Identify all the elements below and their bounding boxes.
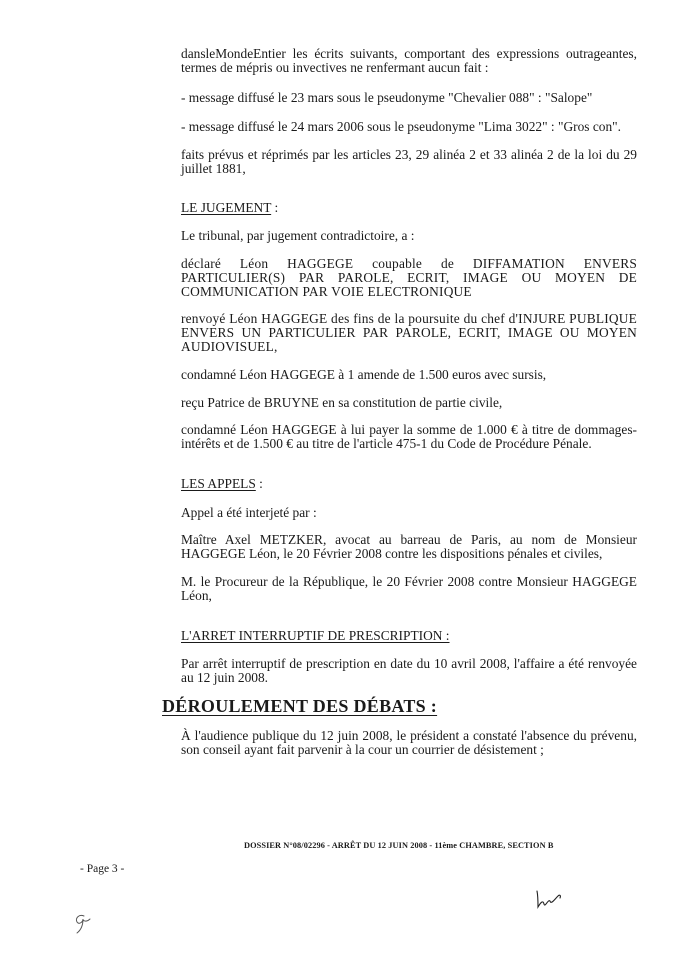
heading-les-appels-colon: : [255,476,263,491]
heading-le-jugement-colon: : [271,200,279,215]
section-title-deroulement: DÉROULEMENT DES DÉBATS : [162,696,438,716]
paragraph-condamne-payer: condamné Léon HAGGEGE à lui payer la somme de 1.000 € à titre de dommages-intérêts et de 1.500 € au titre de l'article 475-1 du Code de Procédure Pénale. [181,422,637,451]
paragraph-message-24-mars: - message diffusé le 24 mars 2006 sous le pseudonyme "Lima 3022" : "Gros con". [181,119,622,134]
heading-le-jugement [181,201,637,215]
paragraph-ecrits: dansleMondeEntier les écrits suivants, comportant des expressions outrageantes, termes de mépris ou invectives ne renfermant aucun fait : [181,46,637,75]
paragraph-condamne-amende: condamné Léon HAGGEGE à 1 amende de 1.500 euros avec sursis, [181,367,547,382]
heading-arret-interruptif: L'ARRET INTERRUPTIF DE PRESCRIPTION : [181,628,450,643]
paragraph-partie-civile: reçu Patrice de BRUYNE en sa constitution de partie civile, [181,395,503,410]
heading-le-jugement-label: LE JUGEMENT [181,200,272,215]
margin-initials [71,910,95,936]
page-number: - Page 3 - [80,863,125,875]
paragraph-message-23-mars: - message diffusé le 23 mars sous le pseudonyme "Chevalier 088" : "Salope" [181,90,593,105]
paragraph-procureur: M. le Procureur de la République, le 20 Février 2008 contre Monsieur HAGGEGE Léon, [181,574,637,603]
paragraph-tribunal: Le tribunal, par jugement contradictoire, a : [181,228,415,243]
heading-les-appels-label: LES APPELS [181,476,256,491]
footer-dossier: DOSSIER N°08/02296 - ARRÊT DU 12 JUIN 2008 - 11ème CHAMBRE, SECTION B [244,841,554,850]
paragraph-appel-interjete: Appel a été interjeté par : [181,505,317,520]
paragraph-faits-prevus: faits prévus et réprimés par les articles 23, 29 alinéa 2 et 33 alinéa 2 de la loi du 29 juillet 1881, [181,147,637,176]
heading-les-appels [181,477,637,491]
paragraph-arret-interruptif: Par arrêt interruptif de prescription en date du 10 avril 2008, l'affaire a été renvoyée au 12 juin 2008. [181,656,637,685]
paragraph-maitre-metzker: Maître Axel METZKER, avocat au barreau de Paris, au nom de Monsieur HAGGEGE Léon, le 20 Février 2008 contre les dispositions pénales et civiles, [181,532,637,561]
paragraph-declare-coupable: déclaré Léon HAGGEGE coupable de DIFFAMATION ENVERS PARTICULIER(S) PAR PAROLE, ECRIT, IMAGE OU MOYEN DE COMMUNICATION PAR VOIE ELECTRONIQUE [181,256,637,299]
initials-signature [534,887,564,909]
paragraph-renvoye: renvoyé Léon HAGGEGE des fins de la poursuite du chef d'INJURE PUBLIQUE ENVERS UN PARTICULIER PAR PAROLE, ECRIT, IMAGE OU MOYEN AUDIOVISUEL, [181,311,637,354]
paragraph-audience-publique: À l'audience publique du 12 juin 2008, le président a constaté l'absence du prévenu, son conseil ayant fait parvenir à la cour un courrier de désistement ; [181,728,637,757]
